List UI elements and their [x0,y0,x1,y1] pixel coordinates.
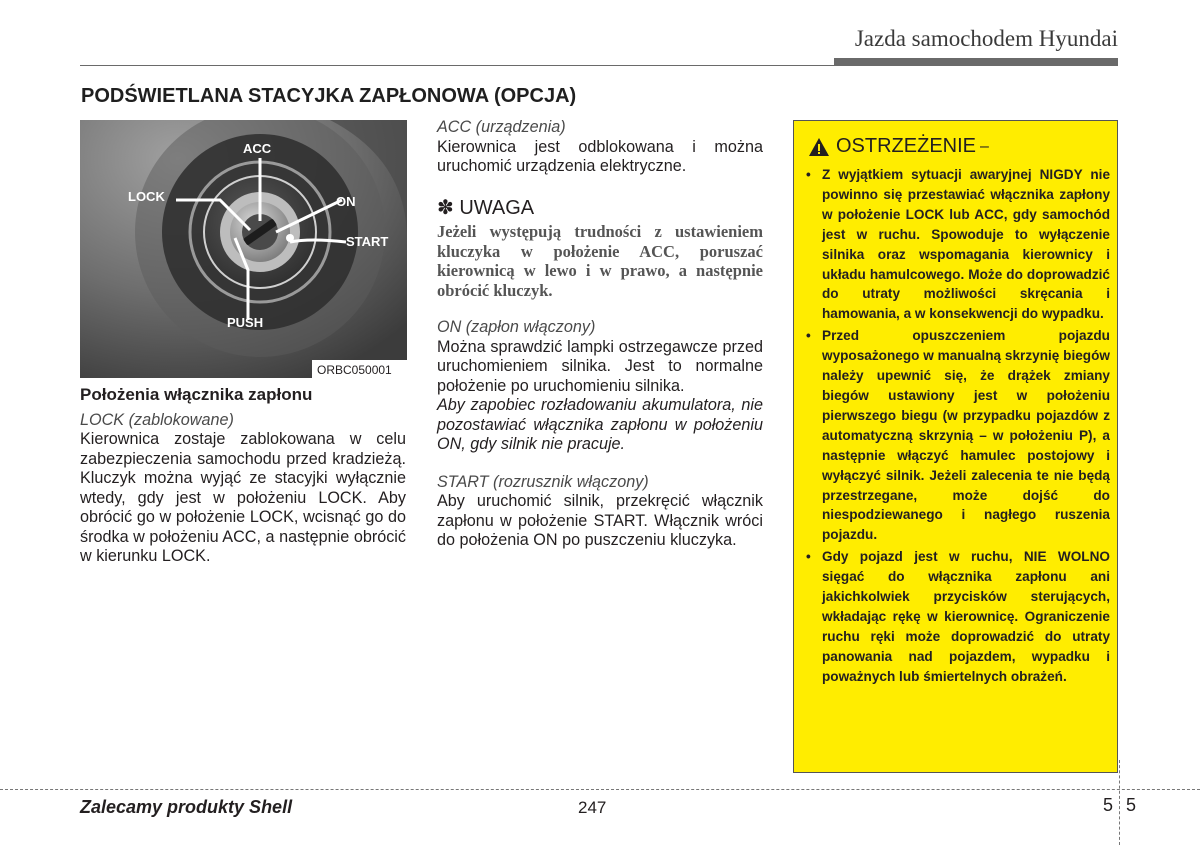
note-on: Aby zapobiec rozładowaniu akumulatora, nie pozostawiać włącznika zapłonu w położeniu ON, gdy silnik nie pracuje. [437,396,763,453]
warning-title: OSTRZEŻENIE [836,135,977,157]
label-lock: LOCK [128,189,165,204]
section-number: 5 [1103,795,1114,815]
text-on: Można sprawdzić lampki ostrzegawcze przed uruchomieniem silnika. Jest to normalne położenie po uruchomieniu silnika. [437,337,763,395]
text-lock: Kierownica zostaje zablokowana w celu zabezpieczenia samochodu przed kradzieżą. Kluczyk można wyjąć ze stacyjki wyłącznie wtedy, gdy jest w położeniu LOCK. Aby obrócić go w położenie LOCK, wcisnąć go do środka w położeniu ACC, a następnie obrócić w kierunku LOCK. [80,430,406,565]
label-acc: ACC [243,141,272,156]
heading-on: ON (zapłon włączony) [437,318,596,336]
subheading-positions: Położenia włącznika zapłonu [80,385,313,404]
header-bar [834,58,1118,66]
warning-item: • Z wyjątkiem sytuacji awaryjnej NIGDY nie powinno się przestawiać włącznika zapłony w położenie LOCK lub ACC, gdy samochód jest w ruchu. Spowoduje to wyłączenie silnika oraz wspomagania kierownicy i układu hamulcowego. Może do doprowadzić do utraty możliwości skręcania i hamowania, a w konsekwencji do wypadku. [802,165,1110,324]
warning-dash: – [980,137,989,155]
footer-divider [1119,760,1120,845]
figure-code: ORBC050001 [317,363,392,377]
text-acc: Kierownica jest odblokowana i można uruchomić urządzenia elektryczne. [437,137,763,175]
note-heading: ✽ UWAGA [437,196,535,219]
warning-item: • Gdy pojazd jest w ruchu, NIE WOLNO sięgać do włącznika zapłonu ani jakichkolwiek przycisków sterujących, wkładając rękę w kierownicę. Ograniczenie ruchu ręki może doprowadzić do utraty panowania nad pojazdem, wypadku i poważnych lub śmiertelnych obrażeń. [802,547,1110,686]
label-push: PUSH [227,315,264,330]
warning-list [802,165,1110,689]
section-title: PODŚWIETLANA STACYJKA ZAPŁONOWA (OPCJA) [81,85,577,107]
running-header-title: Jazda samochodem Hyundai [854,26,1118,51]
label-on: ON [336,194,356,209]
footer-rule [0,789,1200,790]
warning-triangle-icon [808,137,830,157]
section-page-number: 5 [1126,795,1137,815]
column-middle [437,118,763,551]
warning-heading [808,135,989,158]
note-text: Jeżeli występują trudności z ustawieniem kluczyka w położenie ACC, poruszać kierownicą w lewo i w prawo, a następnie obrócić kluczyk. [437,222,763,300]
warning-box [793,120,1118,773]
heading-start: START (rozrusznik włączony) [437,472,649,491]
footer-slogan: Zalecamy produkty Shell [80,797,293,817]
text-start: Aby uruchomić silnik, przekręcić włącznik zapłonu w położenie START. Włącznik wróci do położenia ON po puszczeniu kluczyka. [437,492,763,549]
heading-acc: ACC (urządzenia) [437,118,566,136]
page-number: 247 [578,798,607,817]
heading-lock: LOCK (zablokowane) [80,410,234,429]
ignition-switch-figure [80,120,407,378]
label-start: START [346,234,389,249]
warning-item: • Przed opuszczeniem pojazdu wyposażonego w manualną skrzynię biegów należy upewnić się, że drążek zmiany biegów ustawiony jest w położeniu pierwszego biegu (w przypadku pojazdów z automatyczną skrzynią – w położeniu P), a następnie włączyć hamulec postojowy i wyłączyć silnik. Jeżeli zalecenia te nie będą przestrzegane, może dojść do niespodziewanego i nagłego ruszenia pojazdu. [802,326,1110,545]
column-left [80,385,406,567]
